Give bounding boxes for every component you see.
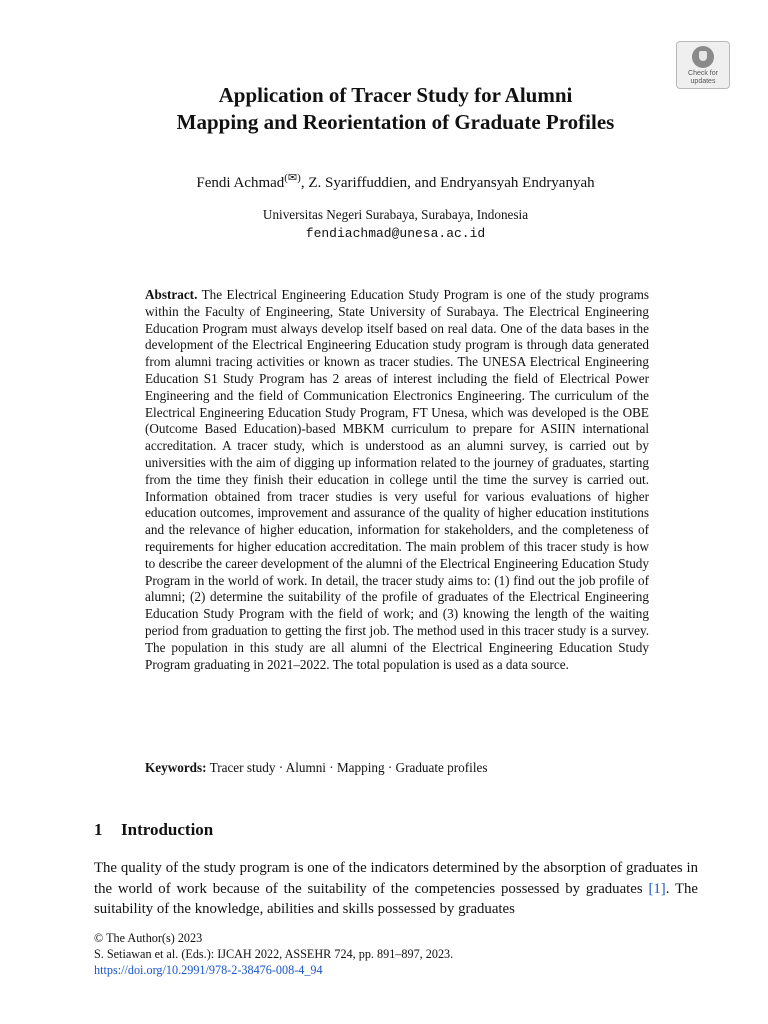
paper-title bbox=[0, 82, 768, 136]
doi-link[interactable]: https://doi.org/10.2991/978-2-38476-008-4_94 bbox=[94, 963, 323, 977]
introduction-paragraph bbox=[94, 858, 698, 920]
keywords-text: Tracer study · Alumni · Mapping · Graduate profiles bbox=[209, 760, 488, 775]
reference-link[interactable]: [1] bbox=[648, 880, 666, 897]
envelope-icon: (✉) bbox=[284, 172, 301, 184]
abstract-label: Abstract. bbox=[145, 287, 198, 302]
author-list bbox=[0, 173, 768, 193]
affiliation: Universitas Negeri Surabaya, Surabaya, Indonesia bbox=[262, 207, 529, 222]
paper-title-line1: Application of Tracer Study for Alumni bbox=[218, 83, 573, 107]
keywords bbox=[145, 759, 649, 776]
intro-text-end: . The suitability of the knowledge, abilities and skills possessed by graduates bbox=[94, 880, 698, 917]
check-updates-line1: Check for bbox=[688, 70, 718, 77]
intro-text-start: The quality of the study program is one of the indicators determined by the absorption of graduates in the world of work because of the suitability of the competencies possessed by graduates bbox=[94, 860, 698, 897]
keywords-label: Keywords: bbox=[145, 760, 207, 775]
section-heading bbox=[94, 819, 213, 841]
abstract bbox=[145, 287, 649, 673]
section-number: 1 bbox=[94, 820, 103, 839]
citation-info: S. Setiawan et al. (Eds.): IJCAH 2022, ASSEHR 724, pp. 891–897, 2023. bbox=[94, 947, 454, 961]
check-updates-icon bbox=[692, 46, 714, 68]
paper-title-line2: Mapping and Reorientation of Graduate Profiles bbox=[176, 110, 615, 134]
author-email: fendiachmad@unesa.ac.id bbox=[305, 226, 486, 241]
check-updates-line2: updates bbox=[690, 78, 716, 85]
footnote bbox=[94, 930, 694, 978]
author-name: Fendi Achmad bbox=[196, 175, 285, 191]
abstract-text: The Electrical Engineering Education Study Program is one of the study programs within the Faculty of Engineering, State University of Surabaya. The Electrical Engineering Education Program must always develop itself based on real data. One of the data bases in the development of the Electrical Engineering Education study program is through data generated from alumni tracing activities or known as tracer studies. The UNESA Electrical Engineering Education S1 Study Program has 2 areas of interest including the field of Electrical Power Engineering and the field of Communication Electronics Engineering. The curriculum of the Electrical Engineering Education Study Program, FT Unesa, which was developed is the OBE (Outcome Based Education)-based MBKM curriculum to prepare for ASIIN international accreditation. A tracer study, which is understood as an alumni survey, is carried out by universities with the aim of digging up information related to the journey of graduates, starting from the time they finish their education in college until the time the survey is carried out. Information obtained from tracer studies is very useful for various evaluations of higher education outcomes, improvement and assurance of the quality of higher education institutions and the relevance of higher education, information for stakeholders, and the completeness of requirements for higher education accreditation. The main problem of this tracer study is how to describe the career development of the alumni of the Electrical Engineering Education Study Program in the world of work. In detail, the tracer study aims to: (1) find out the job profile of alumni; (2) determine the suitability of the profile of graduates of the Electrical Engineering Education Study Program with the field of work; and (3) knowing the length of the waiting period from graduation to getting the first job. The method used in this tracer study is a survey. The population in this study are all alumni of the Electrical Engineering Education Study Program graduating in 2021–2022. The total population is used as a data source. bbox=[145, 287, 649, 672]
copyright-notice: © The Author(s) 2023 bbox=[94, 931, 203, 945]
other-authors: , Z. Syariffuddien, and Endryansyah Endryanyah bbox=[300, 175, 595, 191]
section-title: Introduction bbox=[121, 820, 214, 839]
